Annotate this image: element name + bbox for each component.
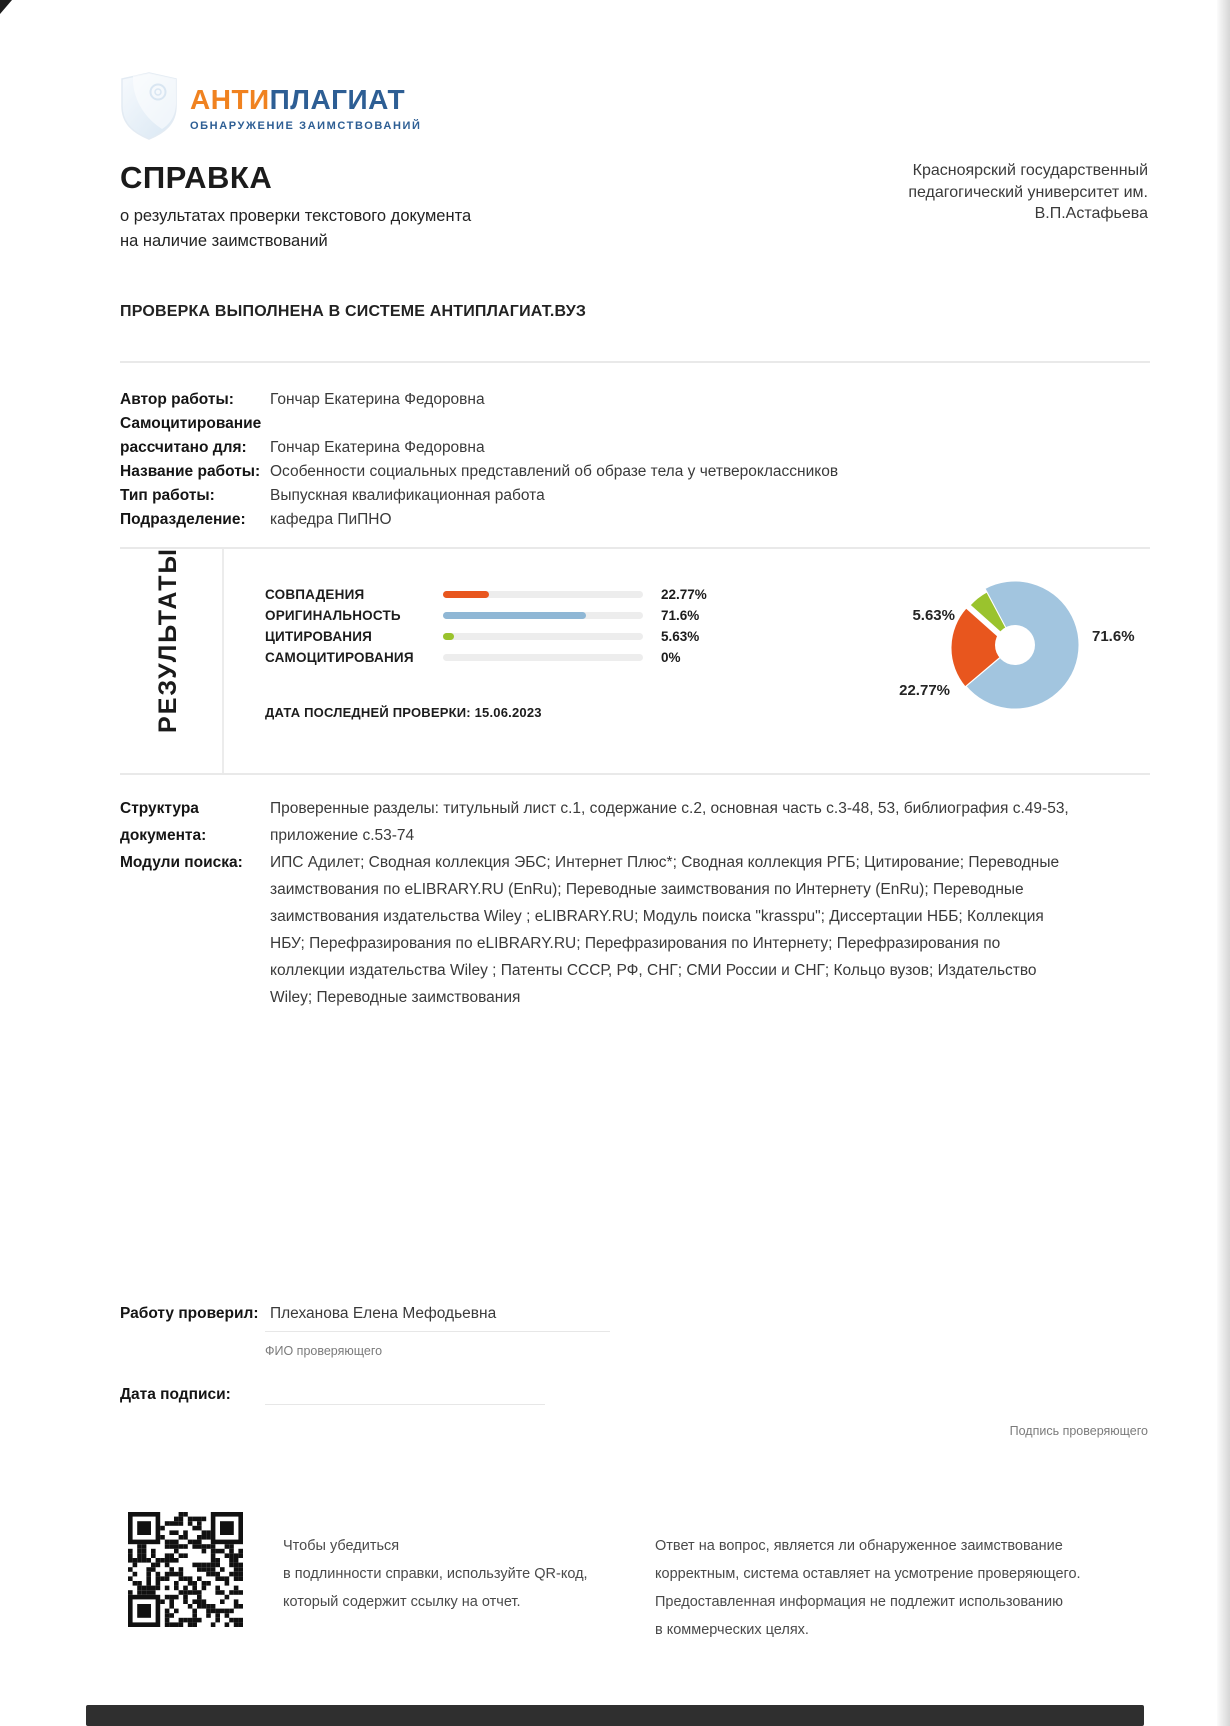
brand-prefix: АНТИ bbox=[190, 84, 270, 115]
metric-bar-fill bbox=[443, 612, 586, 619]
metric-bar-fill bbox=[443, 633, 454, 640]
search-modules-row bbox=[120, 849, 1150, 1011]
signature-line bbox=[265, 1331, 610, 1332]
divider bbox=[120, 547, 1150, 549]
shield-icon bbox=[120, 72, 178, 145]
logo-tagline: ОБНАРУЖЕНИЕ ЗАИМСТВОВАНИЙ bbox=[190, 120, 422, 132]
search-modules-value: ИПС Адилет; Сводная коллекция ЭБС; Интернет Плюс*; Сводная коллекция РГБ; Цитирование; Переводные заимствования по eLIBRARY.RU (EnRu); Переводные заимствования по Интернету (EnRu); Переводные заимствования издательства Wiley ; eLIBRARY.RU; Модуль поиска "krasspu"; Диссертации НББ; Коллекция НБУ; Перефразирования по eLIBRARY.RU; Перефразирования по Интернету; Перефразирования по коллекции издательства Wiley ; Патенты СССР, РФ, СНГ; СМИ России и СНГ; Кольцо вузов; Издательство Wiley; Переводные заимствования bbox=[270, 854, 1060, 1006]
metric-value: 71.6% bbox=[661, 608, 700, 623]
metric-row bbox=[265, 626, 707, 647]
structure-row bbox=[120, 795, 1150, 849]
sign-date-label: Дата подписи: bbox=[120, 1386, 231, 1403]
results-metrics bbox=[265, 584, 707, 668]
metric-value: 22.77% bbox=[661, 587, 707, 602]
page-title: СПРАВКА bbox=[120, 160, 273, 195]
reviewer-row bbox=[120, 1305, 1150, 1323]
pie-label-matches: 22.77% bbox=[899, 682, 950, 699]
structure-label: Структура документа: bbox=[120, 800, 207, 844]
metric-value: 5.63% bbox=[661, 629, 700, 644]
metric-label: САМОЦИТИРОВАНИЯ bbox=[265, 650, 414, 665]
page-subtitle bbox=[120, 204, 471, 254]
metric-row bbox=[265, 605, 707, 626]
brand-wordmark bbox=[190, 86, 422, 114]
divider-vertical bbox=[222, 549, 224, 775]
scan-artifact-corner bbox=[0, 0, 12, 14]
brand-suffix: ПЛАГИАТ bbox=[269, 84, 406, 115]
info-value: кафедра ПиПНО bbox=[270, 511, 392, 528]
info-row bbox=[120, 388, 1150, 412]
metric-label: СОВПАДЕНИЯ bbox=[265, 587, 365, 602]
metric-label: ОРИГИНАЛЬНОСТЬ bbox=[265, 608, 401, 623]
info-row bbox=[120, 508, 1150, 532]
disclaimer-line: в коммерческих целях. bbox=[655, 1622, 809, 1638]
disclaimer-line: Ответ на вопрос, является ли обнаруженное заимствование bbox=[655, 1538, 1063, 1554]
organization-name bbox=[790, 160, 1148, 225]
metric-label: ЦИТИРОВАНИЯ bbox=[265, 629, 373, 644]
divider bbox=[120, 361, 1150, 363]
info-label: Тип работы: bbox=[120, 487, 215, 504]
last-check-date bbox=[265, 705, 542, 720]
reviewer-label: Работу проверил: bbox=[120, 1305, 259, 1322]
organization-line: педагогический университет им. bbox=[908, 183, 1148, 201]
results-section-label: РЕЗУЛЬТАТЫ bbox=[154, 547, 182, 733]
last-check-value: 15.06.2023 bbox=[474, 705, 542, 720]
info-value: Гончар Екатерина Федоровна bbox=[270, 439, 485, 456]
document-info bbox=[120, 388, 1150, 532]
pie-label-citations: 5.63% bbox=[912, 607, 955, 624]
last-check-label: ДАТА ПОСЛЕДНЕЙ ПРОВЕРКИ: bbox=[265, 705, 471, 720]
info-value: Выпускная квалификационная работа bbox=[270, 487, 545, 504]
info-row bbox=[120, 460, 1150, 484]
metric-row bbox=[265, 647, 707, 668]
disclaimer-line: корректным, система оставляет на усмотрение проверяющего. bbox=[655, 1566, 1081, 1582]
disclaimer-line: Предоставленная информация не подлежит использованию bbox=[655, 1594, 1063, 1610]
divider bbox=[120, 773, 1150, 775]
disclaimer bbox=[655, 1532, 1081, 1644]
system-note: ПРОВЕРКА ВЫПОЛНЕНА В СИСТЕМЕ АНТИПЛАГИАТ.ВУЗ bbox=[120, 303, 587, 320]
qr-note-line: в подлинности справки, используйте QR-код, bbox=[283, 1566, 588, 1582]
info-row bbox=[120, 412, 1150, 460]
metric-bar bbox=[443, 654, 643, 661]
signature-caption: Подпись проверяющего bbox=[1009, 1424, 1148, 1438]
organization-line: Красноярский государственный bbox=[912, 162, 1148, 179]
date-line bbox=[265, 1404, 545, 1405]
scan-artifact-bottom bbox=[86, 1705, 1144, 1726]
sign-date-row bbox=[120, 1386, 1150, 1404]
info-label: Подразделение: bbox=[120, 511, 246, 528]
pie-label-originality: 71.6% bbox=[1092, 628, 1135, 645]
donut-chart bbox=[930, 560, 1100, 730]
qr-code bbox=[128, 1512, 243, 1627]
metric-row bbox=[265, 584, 707, 605]
info-row bbox=[120, 484, 1150, 508]
organization-line: В.П.Астафьева bbox=[1034, 205, 1148, 222]
metric-value: 0% bbox=[661, 650, 681, 665]
qr-note-line: Чтобы убедиться bbox=[283, 1538, 400, 1554]
subtitle-line: о результатах проверки текстового документа bbox=[120, 207, 472, 225]
qr-note bbox=[283, 1532, 588, 1616]
info-value: Гончар Екатерина Федоровна bbox=[270, 391, 485, 408]
metric-bar bbox=[443, 612, 643, 619]
structure-value: Проверенные разделы: титульный лист с.1, содержание с.2, основная часть с.3-48, 53, библиография с.49-53, приложение с.53-74 bbox=[270, 800, 1069, 844]
structure-section bbox=[120, 795, 1150, 1011]
antiplagiat-logo bbox=[120, 72, 422, 145]
reviewer-name: Плеханова Елена Мефодьевна bbox=[270, 1305, 497, 1322]
info-label: Самоцитирование рассчитано для: bbox=[120, 415, 262, 456]
info-label: Название работы: bbox=[120, 463, 261, 480]
reviewer-name-caption: ФИО проверяющего bbox=[265, 1344, 383, 1358]
scan-artifact-edge bbox=[1217, 0, 1230, 1726]
info-value: Особенности социальных представлений об образе тела у четвероклассников bbox=[270, 463, 839, 480]
metric-bar bbox=[443, 633, 643, 640]
qr-note-line: который содержит ссылку на отчет. bbox=[283, 1594, 521, 1610]
search-modules-label: Модули поиска: bbox=[120, 854, 243, 871]
metric-bar bbox=[443, 591, 643, 598]
subtitle-line: на наличие заимствований bbox=[120, 232, 328, 250]
info-label: Автор работы: bbox=[120, 391, 234, 408]
metric-bar-fill bbox=[443, 591, 489, 598]
